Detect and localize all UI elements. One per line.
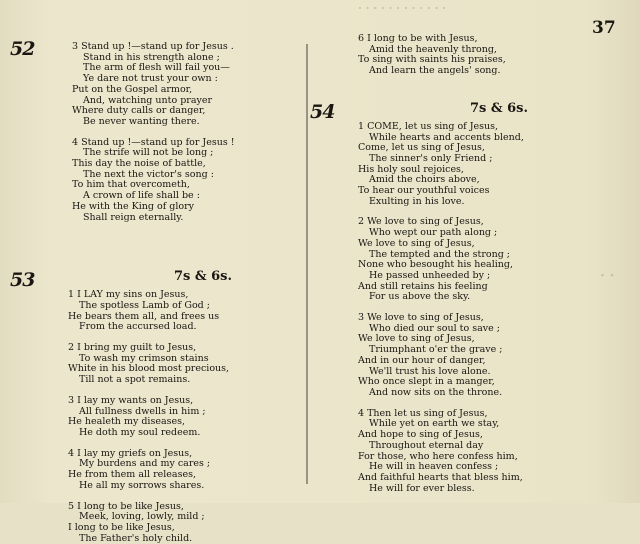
verse-line: To sing with saints his praises,	[358, 55, 640, 66]
verse-line: Who died our soul to save ;	[358, 324, 640, 335]
verse-line: My burdens and my cares ;	[68, 459, 358, 470]
verse-line: Amid the choirs above,	[358, 175, 640, 186]
verse-line: 2 We love to sing of Jesus,	[358, 217, 640, 228]
verse-line: None who besought his healing,	[358, 260, 640, 271]
verse-line: 3 Stand up !—stand up for Jesus .	[72, 42, 362, 53]
verse-line: And hope to sing of Jesus,	[358, 430, 640, 441]
verse-line: This day the noise of battle,	[72, 159, 362, 170]
verse-line: 4 Then let us sing of Jesus,	[358, 409, 640, 420]
hymn-number: 53	[10, 269, 34, 291]
verse-line: The Father's holy child.	[68, 534, 358, 544]
verse-line: He with the King of glory	[72, 202, 362, 213]
verse-line: For those, who here confess him,	[358, 452, 640, 463]
verse-line: 3 I lay my wants on Jesus,	[68, 396, 358, 407]
verse-line: He will for ever bless.	[358, 484, 640, 495]
verse-line: The next the victor's song :	[72, 170, 362, 181]
verse-line: He passed unheeded by ;	[358, 271, 640, 282]
verse-line: 6 I long to be with Jesus,	[358, 34, 640, 45]
verse-line: To wash my crimson stains	[68, 354, 358, 365]
verse-line: To hear our youthful voices	[358, 186, 640, 197]
verse-line: He bears them all, and frees us	[68, 312, 358, 323]
verse-line: And faithful hearts that bless him,	[358, 473, 640, 484]
stanza	[358, 313, 640, 399]
hymn-continuation	[310, 34, 628, 77]
verse-line: 2 I bring my guilt to Jesus,	[68, 343, 358, 354]
stanza-list	[358, 122, 640, 495]
verse-line: And still retains his feeling	[358, 282, 640, 293]
verse-line: Where duty calls or danger,	[72, 106, 362, 117]
hymn-number: 54	[310, 101, 334, 123]
right-column	[310, 34, 628, 494]
verse-line: Ye dare not trust your own :	[72, 74, 362, 85]
verse-line: Till not a spot remains.	[68, 375, 358, 386]
verse-line: Exulting in his love.	[358, 197, 640, 208]
verse-line: And, watching unto prayer	[72, 96, 362, 107]
verse-line: 4 Stand up !—stand up for Jesus !	[72, 138, 362, 149]
verse-line: While hearts and accents blend,	[358, 133, 640, 144]
verse-line: While yet on earth we stay,	[358, 419, 640, 430]
verse-line: I long to be like Jesus,	[68, 523, 358, 534]
hymn-meter: 7s & 6s.	[340, 99, 640, 116]
verse-line: He all my sorrows shares.	[68, 481, 358, 492]
verse-line: And now sits on the throne.	[358, 388, 640, 399]
verse-line: He doth my soul redeem.	[68, 428, 358, 439]
verse-line: The sinner's only Friend ;	[358, 154, 640, 165]
verse-line: Be never wanting there.	[72, 117, 362, 128]
stanza	[358, 34, 640, 77]
verse-line: Stand in his strength alone ;	[72, 53, 362, 64]
verse-line: From the accursed load.	[68, 322, 358, 333]
verse-line: 4 I lay my griefs on Jesus,	[68, 449, 358, 460]
verse-line: The strife will not be long ;	[72, 148, 362, 159]
verse-line: Amid the heavenly throng,	[358, 45, 640, 56]
verse-line: White in his blood most precious,	[68, 364, 358, 375]
hymn-54	[310, 99, 628, 495]
hymn-53	[10, 267, 300, 544]
verse-line: Triumphant o'er the grave ;	[358, 345, 640, 356]
verse-line: 1 I LAY my sins on Jesus,	[68, 290, 358, 301]
bleed-through-mark: · ·	[600, 268, 615, 284]
verse-line: 1 COME, let us sing of Jesus,	[358, 122, 640, 133]
verse-line: His holy soul rejoices,	[358, 165, 640, 176]
verse-line: Put on the Gospel armor,	[72, 85, 362, 96]
hymn-number: 52	[10, 38, 34, 60]
verse-line: A crown of life shall be :	[72, 191, 362, 202]
bleed-through-text: · · · · · · · · · · · ·	[358, 2, 446, 15]
verse-line: All fullness dwells in him ;	[68, 407, 358, 418]
verse-line: The spotless Lamb of God ;	[68, 301, 358, 312]
stanza	[358, 122, 640, 208]
verse-line: Come, let us sing of Jesus,	[358, 143, 640, 154]
verse-line: Shall reign eternally.	[72, 213, 362, 224]
stanza	[358, 217, 640, 303]
verse-line: 3 We love to sing of Jesus,	[358, 313, 640, 324]
stanza	[358, 409, 640, 495]
verse-line: To him that overcometh,	[72, 180, 362, 191]
verse-line: He healeth my diseases,	[68, 417, 358, 428]
verse-line: Who wept our path along ;	[358, 228, 640, 239]
verse-line: We love to sing of Jesus,	[358, 334, 640, 345]
verse-line: Who once slept in a manger,	[358, 377, 640, 388]
verse-line: Throughout eternal day	[358, 441, 640, 452]
hymn-52	[10, 36, 300, 217]
stanza	[68, 502, 358, 544]
verse-line: For us above the sky.	[358, 292, 640, 303]
left-column	[10, 36, 300, 544]
hymn-meter: 7s & 6s.	[58, 267, 348, 284]
verse-line: We'll trust his love alone.	[358, 367, 640, 378]
verse-line: And in our hour of danger,	[358, 356, 640, 367]
verse-line: The arm of flesh will fail you—	[72, 63, 362, 74]
verse-line: He from them all releases,	[68, 470, 358, 481]
verse-line: He will in heaven confess ;	[358, 462, 640, 473]
verse-line: The tempted and the strong ;	[358, 250, 640, 261]
verse-line: 5 I long to be like Jesus,	[68, 502, 358, 513]
verse-line: And learn the angels' song.	[358, 66, 640, 77]
verse-line: Meek, loving, lowly, mild ;	[68, 512, 358, 523]
stanza-list	[358, 34, 640, 77]
page-number: 37	[592, 18, 616, 38]
verse-line: We love to sing of Jesus,	[358, 239, 640, 250]
